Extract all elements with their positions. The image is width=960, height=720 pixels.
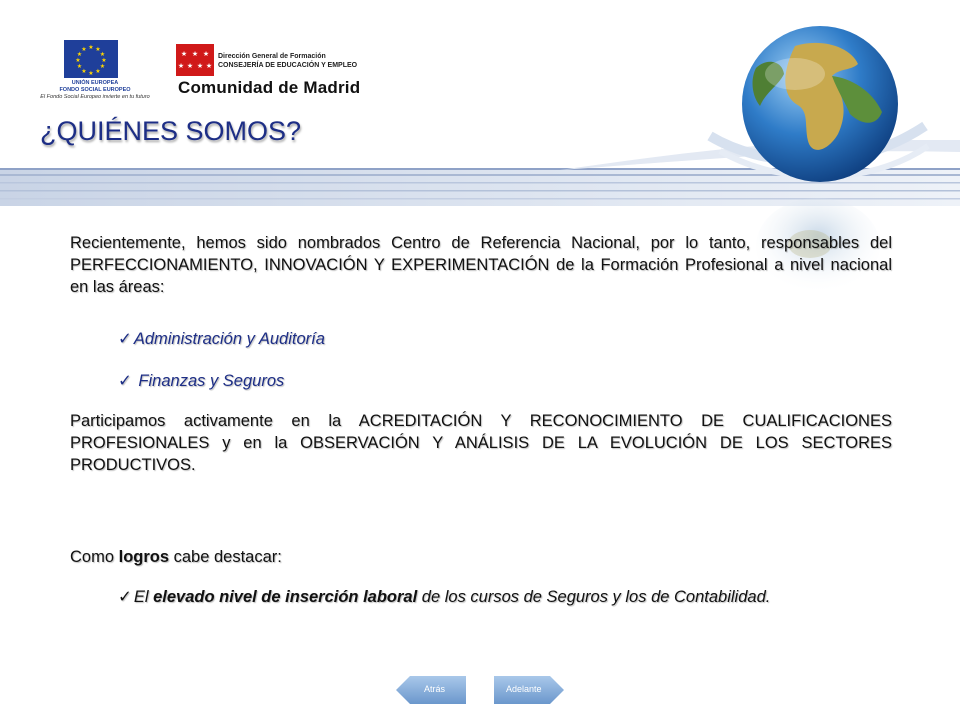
eu-logo-text <box>34 80 156 101</box>
achievement-item <box>118 586 892 608</box>
svg-text:★: ★ <box>76 63 83 70</box>
svg-text:★: ★ <box>101 57 107 64</box>
svg-text:★: ★ <box>88 70 94 77</box>
svg-text:★: ★ <box>99 63 106 70</box>
globe-image <box>700 16 930 206</box>
achievement-bold: elevado nivel de inserción laboral <box>153 588 418 606</box>
eu-logo-line2: FONDO SOCIAL EUROPEO <box>59 87 131 93</box>
svg-text:★: ★ <box>196 62 204 70</box>
svg-text:★: ★ <box>99 51 106 58</box>
svg-text:★: ★ <box>180 50 188 58</box>
svg-text:★: ★ <box>95 46 101 53</box>
forward-label: Adelante <box>506 684 542 694</box>
checkmark-icon: ✓ <box>118 372 132 390</box>
svg-text:★: ★ <box>81 68 87 75</box>
eu-logo-line1: UNIÓN EUROPEA <box>71 80 119 86</box>
forward-button[interactable] <box>486 676 568 704</box>
page-title: ¿QUIÉNES SOMOS? <box>40 116 302 146</box>
svg-text:★: ★ <box>205 62 213 70</box>
madrid-logo-line1: Dirección General de Formación <box>218 53 326 60</box>
achievements-intro-bold: logros <box>118 548 170 566</box>
checkmark-icon: ✓ <box>118 588 132 606</box>
participation-paragraph: Participamos activamente en la ACREDITACIÓN Y RECONOCIMIENTO DE CUALIFICACIONES PROFESIONALES y en la OBSERVACIÓN Y ANÁLISIS DE LA EVOLUCIÓN DE LOS SECTORES PRODUCTIVOS. <box>70 412 892 474</box>
svg-text:★: ★ <box>186 62 194 70</box>
svg-text:★: ★ <box>95 68 101 75</box>
achievement-after: de los cursos de Seguros y los de Contabilidad. <box>417 588 771 606</box>
madrid-logo-line2: CONSEJERÍA DE EDUCACIÓN Y EMPLEO <box>218 62 358 69</box>
svg-text:★: ★ <box>202 50 210 58</box>
svg-text:★: ★ <box>191 50 199 58</box>
eu-logo-tagline: El Fondo Social Europeo invierte en tu futuro <box>40 94 150 100</box>
area-item <box>118 328 325 350</box>
area-label: Administración y Auditoría <box>133 330 325 348</box>
checkmark-icon: ✓ <box>118 330 132 348</box>
madrid-flag-logo <box>176 44 214 76</box>
achievements-intro <box>70 546 570 568</box>
madrid-logo-lines <box>218 52 357 70</box>
achievement-before: El <box>133 588 154 606</box>
madrid-logo-name: Comunidad de Madrid <box>178 78 361 97</box>
area-item <box>118 370 284 392</box>
achievements-intro-before: Como <box>70 548 119 566</box>
back-label: Atrás <box>424 684 446 694</box>
area-label: Finanzas y Seguros <box>138 372 285 390</box>
svg-text:★: ★ <box>76 51 83 58</box>
achievements-intro-after: cabe destacar: <box>169 548 282 566</box>
svg-text:★: ★ <box>75 57 81 64</box>
svg-text:★: ★ <box>177 62 185 70</box>
svg-text:★: ★ <box>81 46 87 53</box>
svg-text:★: ★ <box>88 44 94 51</box>
eu-flag-logo <box>64 40 118 78</box>
intro-paragraph: Recientemente, hemos sido nombrados Centro de Referencia Nacional, por lo tanto, responsables del PERFECCIONAMIENTO, INNOVACIÓN Y EXPERIMENTACIÓN de la Formación Profesional a nivel nacional en las áreas: <box>70 234 892 296</box>
back-button[interactable] <box>396 676 478 704</box>
